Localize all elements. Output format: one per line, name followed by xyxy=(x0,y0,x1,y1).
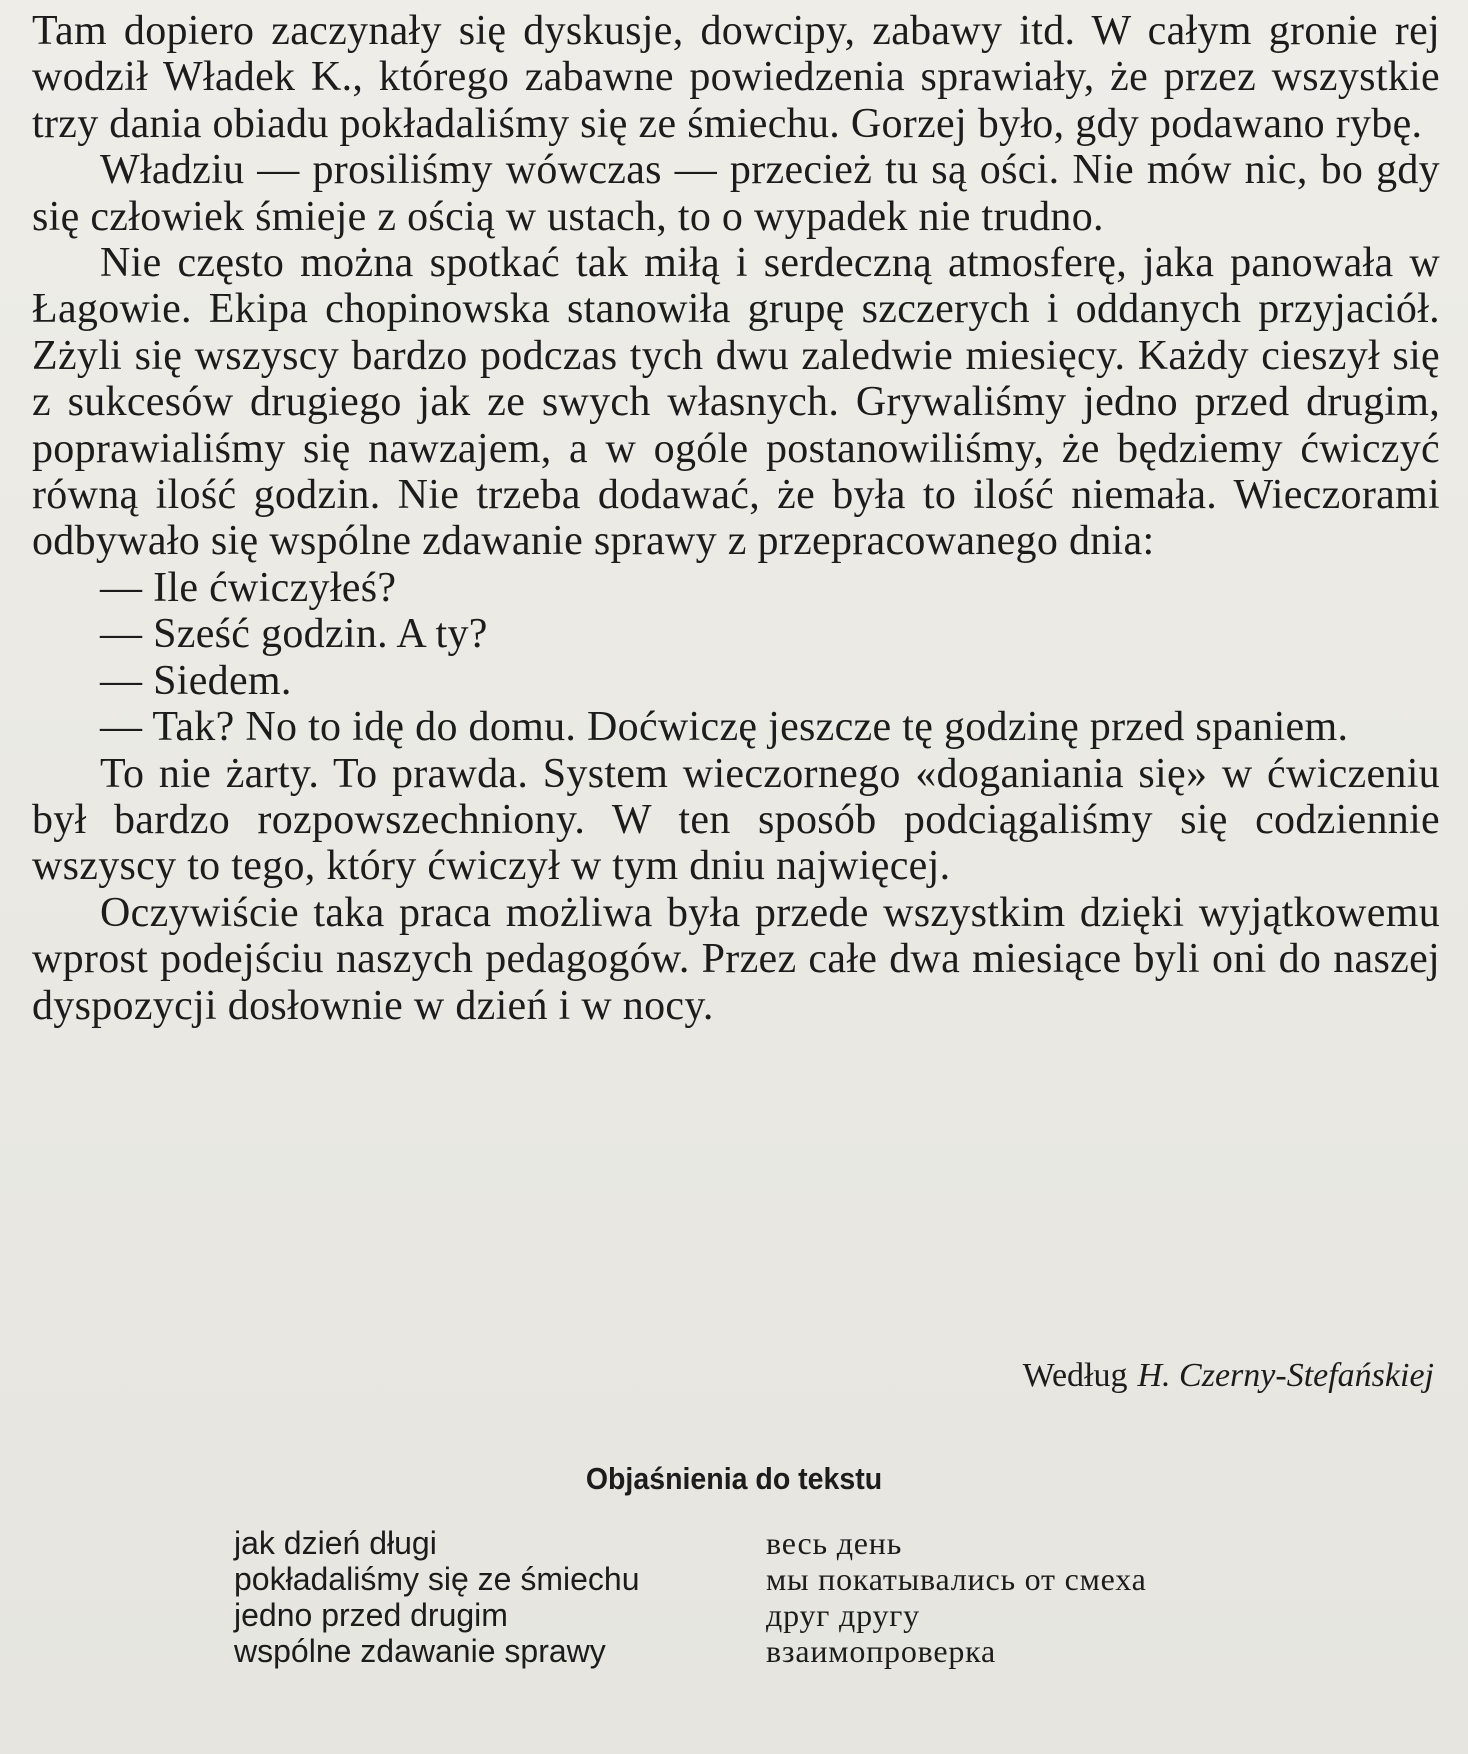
story-text xyxy=(32,8,1440,1029)
dialogue-line: — Sześć godzin. A ty? xyxy=(100,611,488,658)
glossary-translation: весь день xyxy=(766,1525,903,1561)
glossary-term: jedno przed drugim xyxy=(234,1597,508,1633)
glossary-term: pokładaliśmy się ze śmiechu xyxy=(234,1561,640,1597)
glossary-entry xyxy=(234,1633,1294,1669)
paragraph-wladziu: Władziu — prosiliśmy wówczas — przecież tu są ości. Nie mów nic, bo gdy się człowiek śmieje z ością w ustach, to o wypadek nie trudno. xyxy=(32,147,1440,240)
attribution xyxy=(1023,1356,1434,1396)
glossary-translation: взаимопроверка xyxy=(766,1633,997,1669)
attribution-author: H. Czerny-Stefańskiej xyxy=(1137,1357,1434,1394)
glossary-translation: мы покатывались от смеха xyxy=(766,1561,1147,1597)
paragraph-opening: Tam dopiero zaczynały się dyskusje, dowcipy, zabawy itd. W całym gronie rej wodził Władek K., którego zabawne powiedzenia sprawiały, że przez wszystkie trzy dania obiadu pokładaliśmy się ze śmiechu. Gorzej było, gdy podawano rybę. xyxy=(32,8,1440,147)
glossary-list xyxy=(234,1525,1294,1669)
glossary-entry xyxy=(234,1525,1294,1561)
paragraph-pedagogues: Oczywiście taka praca możliwa była przede wszystkim dzięki wyjątkowemu wprost podejściu naszych pedagogów. Przez całe dwa miesiące byli oni do naszej dyspozycji dosłownie w dzień i w nocy. xyxy=(32,889,1440,1029)
dialogue-line: — Siedem. xyxy=(100,657,292,704)
paragraph-system: To nie żarty. To prawda. System wieczornego «doganiania się» w ćwiczeniu był bardzo rozpowszechniony. W ten sposób podciągaliśmy się codziennie wszyscy to tego, który ćwiczył w tym dniu najwięcej. xyxy=(32,750,1440,890)
glossary-term: wspólne zdawanie sprawy xyxy=(234,1633,606,1669)
glossary-translation: друг другу xyxy=(766,1597,920,1633)
paragraph-atmosphere: Nie często można spotkać tak miłą i serdeczną atmosferę, jaka panowała w Łagowie. Ekipa chopinowska stanowiła grupę szczerych i oddanych przyjaciół. Zżyli się wszyscy bardzo podczas tych dwu zaledwie miesięcy. Każdy cieszył się z sukcesów drugiego jak ze swych własnych. Grywaliśmy jedno przed drugim, poprawialiśmy się nawzajem, a w ogóle postanowiliśmy, że będziemy ćwiczyć równą ilość godzin. Nie trzeba dodawać, że była to ilość niemała. Wieczorami odbywało się wspólne zdawanie sprawy z przepracowanego dnia: xyxy=(32,240,1440,565)
glossary-term: jak dzień długi xyxy=(234,1525,437,1561)
glossary-heading: Objaśnienia do tekstu xyxy=(585,1461,883,1496)
attribution-prefix: Według xyxy=(1022,1357,1128,1394)
glossary-entry xyxy=(234,1561,1294,1597)
dialogue-line: — Tak? No to idę do domu. Doćwiczę jeszcze tę godzinę przed spaniem. xyxy=(100,704,1349,751)
dialogue-line: — Ile ćwiczyłeś? xyxy=(100,564,397,611)
glossary-entry xyxy=(234,1597,1294,1633)
